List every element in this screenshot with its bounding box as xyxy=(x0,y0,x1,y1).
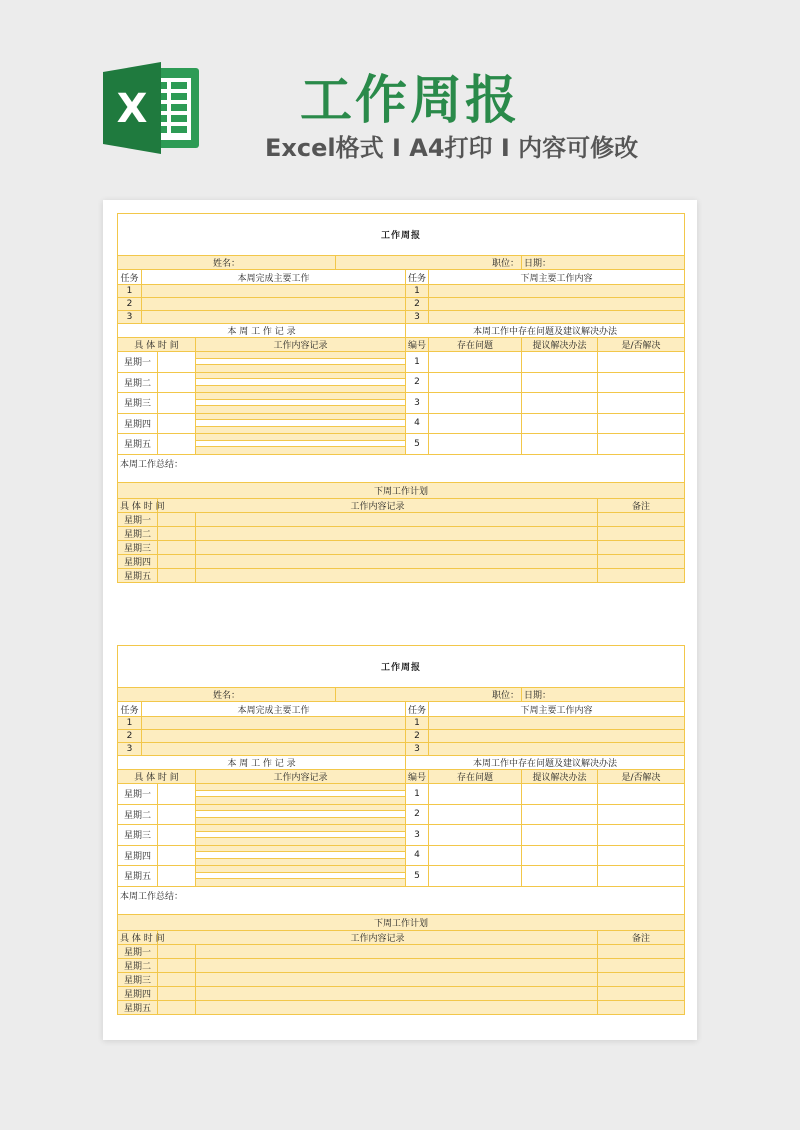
task-cell[interactable] xyxy=(142,311,406,324)
plan-day-cell[interactable] xyxy=(158,944,196,958)
solved-cell[interactable] xyxy=(598,434,685,455)
task-number: 3 xyxy=(406,743,429,756)
plan-remark-cell[interactable] xyxy=(598,986,685,1000)
solved-cell[interactable] xyxy=(598,845,685,866)
problem-number: 3 xyxy=(406,825,429,846)
task-number: 3 xyxy=(406,311,429,324)
task-header: 任务 xyxy=(406,270,429,285)
content-record-cell[interactable] xyxy=(196,413,406,434)
content-record-cell[interactable] xyxy=(196,372,406,393)
day-cell[interactable] xyxy=(158,804,196,825)
content-col-header: 工作内容记录 xyxy=(196,338,406,352)
problem-cell[interactable] xyxy=(429,413,522,434)
next-week-work-header: 下周主要工作内容 xyxy=(429,270,685,285)
plan-content-cell[interactable] xyxy=(196,540,598,554)
plan-section-title: 下周工作计划 xyxy=(118,914,685,930)
day-label: 星期五 xyxy=(118,866,158,887)
solved-col-header: 是/否解决 xyxy=(598,770,685,784)
suggest-cell[interactable] xyxy=(522,825,598,846)
day-label: 星期四 xyxy=(118,845,158,866)
task-cell[interactable] xyxy=(142,285,406,298)
day-label: 星期三 xyxy=(118,393,158,414)
day-label: 星期二 xyxy=(118,372,158,393)
plan-remark-cell[interactable] xyxy=(598,540,685,554)
excel-logo-icon xyxy=(103,62,201,154)
time-col-header: 具 体 时 间 xyxy=(118,338,196,352)
report-table xyxy=(117,213,685,583)
problem-section-title: 本周工作中存在问题及建议解决办法 xyxy=(406,756,685,770)
plan-time-col-header: 具 体 时 间 xyxy=(118,930,158,944)
problem-cell[interactable] xyxy=(429,784,522,805)
problem-cell[interactable] xyxy=(429,804,522,825)
time-col-header: 具 体 时 间 xyxy=(118,770,196,784)
task-number: 1 xyxy=(406,285,429,298)
plan-day-label: 星期三 xyxy=(118,540,158,554)
solved-cell[interactable] xyxy=(598,804,685,825)
day-cell[interactable] xyxy=(158,413,196,434)
task-cell[interactable] xyxy=(142,730,406,743)
problem-cell[interactable] xyxy=(429,372,522,393)
task-cell[interactable] xyxy=(429,298,685,311)
report-sheet-1 xyxy=(117,213,684,583)
name-label: 姓名： xyxy=(118,256,336,270)
day-label: 星期五 xyxy=(118,434,158,455)
content-record-cell[interactable] xyxy=(196,845,406,866)
solved-cell[interactable] xyxy=(598,825,685,846)
plan-remark-cell[interactable] xyxy=(598,944,685,958)
date-label: 日期： xyxy=(522,256,685,270)
remark-col-header: 备注 xyxy=(598,930,685,944)
solved-cell[interactable] xyxy=(598,413,685,434)
plan-content-cell[interactable] xyxy=(196,944,598,958)
plan-content-cell[interactable] xyxy=(196,1000,598,1014)
problem-number: 4 xyxy=(406,413,429,434)
plan-day-label: 星期五 xyxy=(118,1000,158,1014)
plan-remark-cell[interactable] xyxy=(598,958,685,972)
suggest-cell[interactable] xyxy=(522,393,598,414)
task-number: 1 xyxy=(118,285,142,298)
content-record-cell[interactable] xyxy=(196,434,406,455)
plan-remark-cell[interactable] xyxy=(598,1000,685,1014)
plan-day-label: 星期三 xyxy=(118,972,158,986)
task-number: 1 xyxy=(406,717,429,730)
plan-day-label: 星期二 xyxy=(118,958,158,972)
plan-time-col-header: 具 体 时 间 xyxy=(118,498,158,512)
plan-remark-cell[interactable] xyxy=(598,512,685,526)
task-header: 任务 xyxy=(118,702,142,717)
record-section-title: 本 周 工 作 记 录 xyxy=(118,756,406,770)
content-col-header: 工作内容记录 xyxy=(196,770,406,784)
day-cell[interactable] xyxy=(158,352,196,373)
day-label: 星期一 xyxy=(118,352,158,373)
content-record-cell[interactable] xyxy=(196,866,406,887)
day-cell[interactable] xyxy=(158,372,196,393)
suggest-cell[interactable] xyxy=(522,804,598,825)
plan-day-label: 星期五 xyxy=(118,568,158,582)
day-cell[interactable] xyxy=(158,825,196,846)
next-week-work-header: 下周主要工作内容 xyxy=(429,702,685,717)
problem-number: 1 xyxy=(406,784,429,805)
plan-content-cell[interactable] xyxy=(196,554,598,568)
day-cell[interactable] xyxy=(158,434,196,455)
problem-cell[interactable] xyxy=(429,866,522,887)
problem-cell[interactable] xyxy=(429,845,522,866)
logo-letter: X xyxy=(116,86,148,132)
day-cell[interactable] xyxy=(158,784,196,805)
day-label: 星期一 xyxy=(118,784,158,805)
problem-number: 3 xyxy=(406,393,429,414)
date-label: 日期： xyxy=(522,688,685,702)
suggest-col-header: 提议解决办法 xyxy=(522,770,598,784)
task-cell[interactable] xyxy=(142,743,406,756)
plan-day-cell[interactable] xyxy=(158,554,196,568)
this-week-work-header: 本周完成主要工作 xyxy=(142,270,406,285)
task-cell[interactable] xyxy=(142,717,406,730)
plan-day-label: 星期四 xyxy=(118,554,158,568)
plan-remark-cell[interactable] xyxy=(598,568,685,582)
task-number: 2 xyxy=(406,298,429,311)
solved-cell[interactable] xyxy=(598,784,685,805)
problem-number: 5 xyxy=(406,434,429,455)
report-title: 工作周报 xyxy=(118,214,685,256)
problem-number: 2 xyxy=(406,804,429,825)
plan-day-label: 星期一 xyxy=(118,944,158,958)
plan-day-cell[interactable] xyxy=(158,972,196,986)
plan-content-cell[interactable] xyxy=(196,958,598,972)
number-col-header: 编号 xyxy=(406,338,429,352)
problem-cell[interactable] xyxy=(429,434,522,455)
plan-day-cell[interactable] xyxy=(158,512,196,526)
suggest-col-header: 提议解决办法 xyxy=(522,338,598,352)
suggest-cell[interactable] xyxy=(522,434,598,455)
problem-cell[interactable] xyxy=(429,825,522,846)
problem-number: 2 xyxy=(406,372,429,393)
summary-label[interactable]: 本周工作总结： xyxy=(118,454,685,482)
plan-content-cell[interactable] xyxy=(196,526,598,540)
number-col-header: 编号 xyxy=(406,770,429,784)
problem-cell[interactable] xyxy=(429,352,522,373)
plan-day-cell[interactable] xyxy=(158,958,196,972)
task-number: 2 xyxy=(118,298,142,311)
plan-section-title: 下周工作计划 xyxy=(118,482,685,498)
suggest-cell[interactable] xyxy=(522,413,598,434)
report-title: 工作周报 xyxy=(118,646,685,688)
plan-day-cell[interactable] xyxy=(158,568,196,582)
task-header: 任务 xyxy=(406,702,429,717)
task-cell[interactable] xyxy=(429,730,685,743)
day-cell[interactable] xyxy=(158,845,196,866)
banner-title: 工作周报 xyxy=(300,71,521,131)
position-label: 职位： xyxy=(336,256,522,270)
task-cell[interactable] xyxy=(429,717,685,730)
task-number: 3 xyxy=(118,311,142,324)
task-cell[interactable] xyxy=(429,743,685,756)
plan-remark-cell[interactable] xyxy=(598,554,685,568)
suggest-cell[interactable] xyxy=(522,866,598,887)
solved-cell[interactable] xyxy=(598,352,685,373)
task-number: 2 xyxy=(406,730,429,743)
plan-day-cell[interactable] xyxy=(158,986,196,1000)
name-label: 姓名： xyxy=(118,688,336,702)
content-record-cell[interactable] xyxy=(196,825,406,846)
day-label: 星期四 xyxy=(118,413,158,434)
suggest-cell[interactable] xyxy=(522,845,598,866)
report-sheet-2 xyxy=(117,645,684,1015)
solved-cell[interactable] xyxy=(598,393,685,414)
plan-content-cell[interactable] xyxy=(196,568,598,582)
problem-section-title: 本周工作中存在问题及建议解决办法 xyxy=(406,324,685,338)
suggest-cell[interactable] xyxy=(522,352,598,373)
day-cell[interactable] xyxy=(158,393,196,414)
problem-number: 5 xyxy=(406,866,429,887)
this-week-work-header: 本周完成主要工作 xyxy=(142,702,406,717)
content-record-cell[interactable] xyxy=(196,352,406,373)
plan-remark-cell[interactable] xyxy=(598,526,685,540)
plan-day-label: 星期四 xyxy=(118,986,158,1000)
plan-day-label: 星期二 xyxy=(118,526,158,540)
day-cell[interactable] xyxy=(158,866,196,887)
plan-content-cell[interactable] xyxy=(196,972,598,986)
content-record-cell[interactable] xyxy=(196,393,406,414)
solved-cell[interactable] xyxy=(598,372,685,393)
problem-cell[interactable] xyxy=(429,393,522,414)
plan-content-cell[interactable] xyxy=(196,512,598,526)
solved-cell[interactable] xyxy=(598,866,685,887)
task-number: 2 xyxy=(118,730,142,743)
day-label: 星期三 xyxy=(118,825,158,846)
suggest-cell[interactable] xyxy=(522,372,598,393)
problem-col-header: 存在问题 xyxy=(429,770,522,784)
suggest-cell[interactable] xyxy=(522,784,598,805)
solved-col-header: 是/否解决 xyxy=(598,338,685,352)
problem-number: 4 xyxy=(406,845,429,866)
plan-day-cell[interactable] xyxy=(158,526,196,540)
task-cell[interactable] xyxy=(142,298,406,311)
task-cell[interactable] xyxy=(429,285,685,298)
plan-day-label: 星期一 xyxy=(118,512,158,526)
plan-remark-cell[interactable] xyxy=(598,972,685,986)
day-label: 星期二 xyxy=(118,804,158,825)
task-number: 3 xyxy=(118,743,142,756)
task-number: 1 xyxy=(118,717,142,730)
problem-number: 1 xyxy=(406,352,429,373)
summary-label[interactable]: 本周工作总结： xyxy=(118,886,685,914)
remark-col-header: 备注 xyxy=(598,498,685,512)
position-label: 职位： xyxy=(336,688,522,702)
plan-day-cell[interactable] xyxy=(158,1000,196,1014)
report-table xyxy=(117,645,685,1015)
task-cell[interactable] xyxy=(429,311,685,324)
task-header: 任务 xyxy=(118,270,142,285)
record-section-title: 本 周 工 作 记 录 xyxy=(118,324,406,338)
banner-subtitle: Excel格式 I A4打印 I 内容可修改 xyxy=(265,134,639,162)
plan-content-col-header: 工作内容记录 xyxy=(158,498,598,512)
problem-col-header: 存在问题 xyxy=(429,338,522,352)
plan-day-cell[interactable] xyxy=(158,540,196,554)
content-record-cell[interactable] xyxy=(196,804,406,825)
plan-content-cell[interactable] xyxy=(196,986,598,1000)
plan-content-col-header: 工作内容记录 xyxy=(158,930,598,944)
content-record-cell[interactable] xyxy=(196,784,406,805)
